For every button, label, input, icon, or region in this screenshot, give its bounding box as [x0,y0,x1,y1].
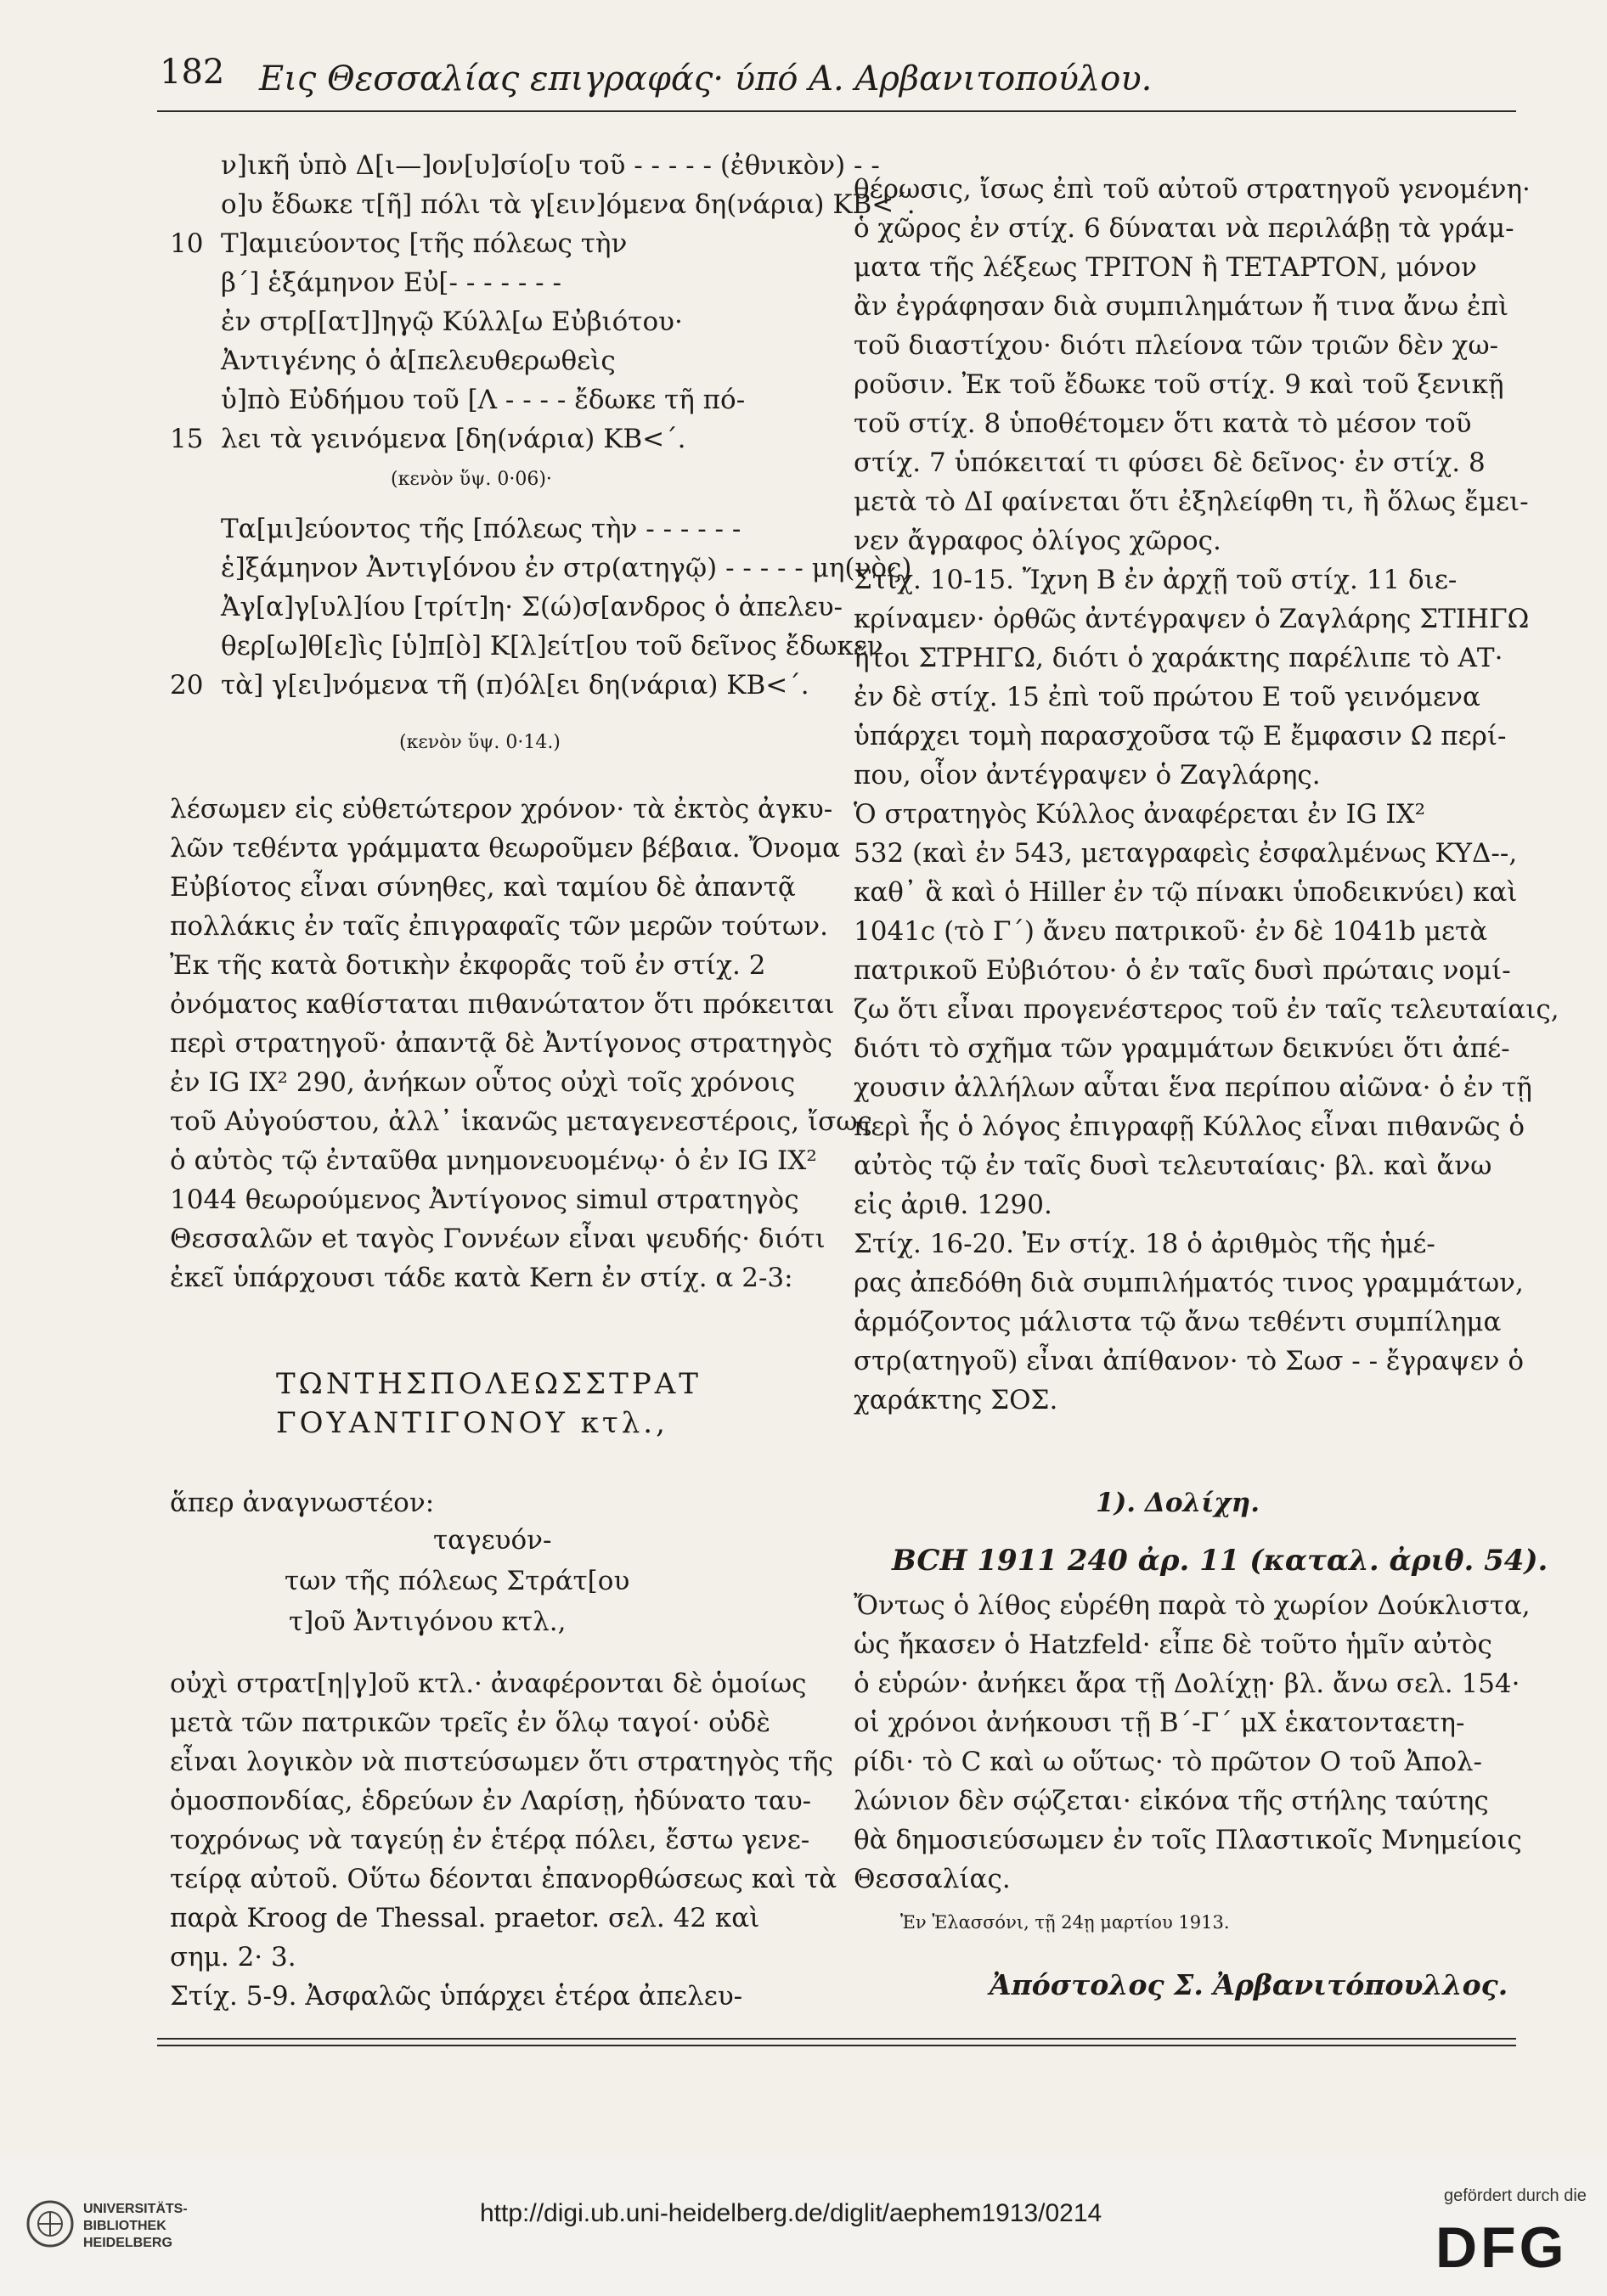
text-line: ὁ εὑρών· ἀνήκει ἄρα τῇ Δολίχῃ· βλ. ἄνω σελ. 154· [854,1669,1520,1699]
inscription-line [170,380,849,419]
text-line: ἁρμόζοντος μάλιστα τῷ ἄνω τεθέντι συμπίλημα [854,1307,1502,1337]
inscription-text: ὑ]πὸ Εὐδήμου τοῦ [Λ - - - - ἔδωκε τῆ πό- [221,385,746,415]
text-line: ἐκεῖ ὑπάρχουσι τάδε κατὰ Kern ἐν στίχ. α 2-3: [170,1263,793,1293]
text-line: ματα τῆς λέξεως ΤΡΙΤΟΝ ἢ ΤΕΤΑΡΤΟΝ, μόνον [854,252,1477,283]
inscription-line [170,224,849,263]
text-line: διότι τὸ σχῆμα τῶν γραμμάτων δεικνύει ὅτι ἀπέ- [854,1033,1510,1064]
text-line: που, οἷον ἀντέγραψεν ὁ Ζαγλάρης. [854,760,1321,791]
epigraphic-line-1: ΤΩΝΤΗΣΠΟΛΕΩΣΣΤΡΑΤ [276,1367,702,1401]
left-paragraph-1 [170,790,872,1297]
text-line: παρὰ Kroog de Thessal. praetor. σελ. 42 καὶ [170,1903,760,1933]
reading-line-3: τ]οῦ Ἀντιγόνου κτλ., [289,1607,567,1637]
bottom-rule-1 [157,2038,1516,2040]
inscription-line [170,549,912,588]
text-line: 1044 θεωρούμενος Ἀντίγονος simul στρατηγὸς [170,1185,799,1215]
inscription-line [170,146,880,185]
text-line: Ἐκ τῆς κατὰ δοτικὴν ἐκφορᾶς τοῦ ἐν στίχ. 2 [170,950,766,981]
right-paragraph-1 [854,170,1559,1420]
text-line: οὐχὶ στρατ[η|γ]οῦ κτλ.· ἀναφέρονται δὲ ὁμοίως [170,1669,807,1699]
text-line: πατρικοῦ Εὐβιότου· ὁ ἐν ταῖς δυσὶ πρώταις νομί- [854,955,1511,986]
text-line: οἱ χρόνοι ἀνήκουσι τῇ Β΄-Γ΄ μΧ ἑκατονταετη- [854,1708,1465,1738]
inscription-line [170,302,849,341]
inscription-text: λει τὰ γεινόμενα [δη(νάρια) ΚΒ<΄. [221,424,686,454]
text-line: ὁμοσπονδίας, ἑδρεύων ἐν Λαρίσῃ, ἠδύνατο ταυ- [170,1786,812,1816]
text-line: Ὁ στρατηγὸς Κύλλος ἀναφέρεται ἐν IG IX² [854,799,1426,830]
dfg-logo: DFG [1435,2215,1568,2280]
text-line: ὑπάρχει τομὴ παρασχοῦσα τῷ Ε ἔμφασιν Ω περί- [854,721,1507,751]
text-line: Στίχ. 5-9. Ἀσφαλῶς ὑπάρχει ἑτέρα ἀπελευ- [170,1981,743,2012]
inscription-line [170,341,849,380]
text-line: τοῦ διαστίχου· διότι πλείονα τῶν τριῶν δὲν χω- [854,330,1499,361]
reading-line-2: των τῆς πόλεως Στράτ[ου [285,1566,630,1596]
text-line: 532 (καὶ ἐν 543, μεταγραφεὶς ἐσφαλμένως ΚΥΔ--, [854,838,1518,869]
text-line: πολλάκις ἐν ταῖς ἐπιγραφαῖς τῶν μερῶν τούτων. [170,911,828,942]
text-line: Εὐβίοτος εἶναι σύνηθες, καὶ ταμίου δὲ ἀπαντᾷ [170,872,796,903]
inscription-line [170,627,883,666]
text-line: κρίναμεν· ὀρθῶς ἀντέγραψεν ὁ Ζαγλάρης ΣΤΙΗΓΩ [854,604,1530,634]
text-line: ροῦσιν. Ἐκ τοῦ ἔδωκε τοῦ στίχ. 9 καὶ τοῦ ξενικῇ [854,369,1504,400]
text-line: λέσωμεν εἰς εὐθετώτερον χρόνον· τὰ ἐκτὸς ἀγκυ- [170,794,833,824]
vacat-note-1: (κενὸν ὕψ. 0·06)· [391,469,552,490]
text-line: στρ(ατηγοῦ) εἶναι ἀπίθανον· τὸ Σωσ - - ἔγραψεν ὁ [854,1346,1524,1376]
inscription-text: β΄] ἑξάμηνον Εὐ[- - - - - - - [221,267,561,298]
inscription-line [170,666,849,705]
text-line: θὰ δημοσιεύσωμεν ἐν τοῖς Πλαστικοῖς Μνημείοις [854,1825,1522,1855]
text-line: χουσιν ἀλλήλων αὗται ἕνα περίπου αἰῶνα· ὁ ἐν τῇ [854,1072,1532,1103]
vacat-note-2: (κενὸν ὕψ. 0·14.) [399,732,561,753]
inscription-text: Ἀντιγένης ὁ ἀ[πελευθερωθεὶς [221,346,616,376]
inscription-text: τὰ] γ[ει]νόμενα τῆ (π)όλ[ει δη(νάρια) ΚΒ<΄. [221,670,809,701]
funded-by-label: gefördert durch die [1444,2186,1587,2205]
text-line: τείρᾳ αὐτοῦ. Οὕτω δέονται ἐπανορθώσεως καὶ τὰ [170,1864,837,1894]
reading-line-1: ταγευόν- [433,1525,552,1556]
author-signature: Ἀπόστολος Σ. Ἀρβανιτόπουλλος. [990,1968,1508,2001]
dateline: Ἐν Ἐλασσόνι, τῇ 24ῃ μαρτίου 1913. [900,1912,1230,1933]
text-line: Θεσσαλῶν et ταγὸς Γοννέων εἶναι ψευδής· διότι [170,1224,826,1254]
text-line: 1041c (τὸ Γ΄) ἄνευ πατρικοῦ· ἐν δὲ 1041b μετὰ [854,916,1488,947]
epigraphic-line-2: ΓΟΥΑΝΤΙΓΟΝΟΥ κτλ., [276,1406,668,1440]
inscription-text: Τα[μι]εύοντος τῆς [πόλεως τὴν - - - - - - [221,514,741,544]
text-line: θέρωσις, ἴσως ἐπὶ τοῦ αὐτοῦ στρατηγοῦ γενομένη· [854,174,1531,205]
text-line: Ὄντως ὁ λίθος εὑρέθη παρὰ τὸ χωρίον Δούκλιστα, [854,1590,1531,1621]
inscription-line [170,419,849,459]
text-line: ἐν δὲ στίχ. 15 ἐπὶ τοῦ πρώτου Ε τοῦ γεινόμενα [854,682,1480,712]
text-line: τοῦ στίχ. 8 ὑποθέτομεν ὅτι κατὰ τὸ μέσον τοῦ [854,408,1472,439]
text-line: καθ᾽ ἃ καὶ ὁ Hiller ἐν τῷ πίνακι ὑποδεικνύει) καὶ [854,877,1518,908]
text-line: ρας ἀπεδόθη διὰ συμπιλήματός τινος γραμμάτων, [854,1268,1524,1298]
line-number: 15 [170,424,204,454]
text-line: νεν ἄγραφος ὀλίγος χῶρος. [854,526,1221,556]
running-title: Εις Θεσσαλίας επιγραφάς· ύπό Α. Αρβανιτοπούλου. [259,59,1153,98]
text-line: Θεσσαλίας. [854,1864,1011,1894]
text-line: μετὰ τὸ ΔΙ φαίνεται ὅτι ἐξηλείφθη τι, ἢ ὅλως ἔμει- [854,487,1529,517]
left-paragraph-2 [170,1664,837,2016]
library-name: UNIVERSITÄTS- BIBLIOTHEK HEIDELBERG [83,2202,188,2250]
inscription-block-2 [170,509,912,705]
text-line: περὶ ἧς ὁ λόγος ἐπιγραφῇ Κύλλος εἶναι πιθανῶς ὁ [854,1111,1525,1142]
inscription-line [170,509,849,549]
text-line: ὁ χῶρος ἐν στίχ. 6 δύναται νὰ περιλάβῃ τὰ γράμ- [854,213,1514,244]
text-line: εἰς ἀριθ. 1290. [854,1190,1052,1220]
inscription-text: ν]ικῆ ὑπὸ Δ[ι—]ον[υ]σίο[υ τοῦ - - - - - (ἐθνικὸν) - - [221,150,880,181]
page-number: 182 [160,53,225,92]
text-line: ζω ὅτι εἶναι προγενέστερος τοῦ ἐν ταῖς τελευταίαις, [854,994,1559,1025]
source-url[interactable]: http://digi.ub.uni-heidelberg.de/diglit/aephem1913/0214 [480,2199,1102,2227]
text-line: ὀνόματος καθίσταται πιθανώτατον ὅτι πρόκειται [170,989,835,1020]
line-number: 20 [170,670,204,701]
text-line: Στίχ. 16-20. Ἐν στίχ. 18 ὁ ἀριθμὸς τῆς ἡμέ- [854,1229,1435,1259]
line-number: 10 [170,228,204,259]
reading-intro: ἅπερ ἀναγνωστέον: [170,1488,435,1518]
text-line: Στίχ. 10-15. Ἴχνη Β ἐν ἀρχῇ τοῦ στίχ. 11 διε- [854,565,1458,595]
text-line: λῶν τεθέντα γράμματα θεωροῦμεν βέβαια. Ὄνομα [170,833,841,864]
inscription-text: θερ[ω]θ[ε]ὶς [ὑ]π[ὸ] Κ[λ]είτ[ου τοῦ δεῖνος ἔδωκεν [221,631,883,661]
inscription-text: Ἀγ[α]γ[υλ]ίου [τρίτ]η· Σ(ώ)σ[ανδρος ὁ ἀπελευ- [221,592,843,622]
text-line: ἐν IG IX² 290, ἀνήκων οὗτος οὐχὶ τοῖς χρόνοις [170,1067,796,1098]
text-line: αὐτὸς τῷ ἐν ταῖς δυσὶ τελευταίαις· βλ. καὶ ἄνω [854,1151,1492,1181]
text-line: ρίδι· τὸ C καὶ ω οὕτως· τὸ πρῶτον Ο τοῦ Ἀπολ- [854,1747,1482,1777]
text-line: περὶ στρατηγοῦ· ἀπαντᾷ δὲ Ἀντίγονος στρατηγὸς [170,1028,832,1059]
inscription-line [170,588,849,627]
text-line: σημ. 2· 3. [170,1942,296,1972]
text-line: εἶναι λογικὸν νὰ πιστεύσωμεν ὅτι στρατηγὸς τῆς [170,1747,833,1777]
right-paragraph-2 [854,1586,1531,1899]
text-line: ἤτοι ΣΤΡΗΓΩ, διότι ὁ χαράκτης παρέλιπε τὸ ΑΤ· [854,643,1503,673]
inscription-text: ἐν στρ[[ατ]]ηγῷ Κύλλ[ω Εὐβιότου· [221,307,683,337]
text-line: χαράκτης ΣΟΣ. [854,1385,1058,1415]
bch-reference: BCH 1911 240 ἀρ. 11 (καταλ. ἀριθ. 54). [892,1544,1548,1578]
inscription-line [170,185,916,224]
bottom-rule-2 [157,2045,1516,2046]
text-line: ἂν ἐγράφησαν διὰ συμπιλημάτων ἤ τινα ἄνω ἐπὶ [854,291,1509,322]
inscription-text: Τ]αμιεύοντος [τῆς πόλεως τὴν [221,228,628,259]
header-rule [157,110,1516,112]
inscription-text: ο]υ ἔδωκε τ[ῆ] πόλι τὰ γ[ειν]όμενα δη(νάρια) ΚΒ<΄. [221,189,916,220]
text-line: μετὰ τῶν πατρικῶν τρεῖς ἐν ὅλῳ ταγοί· οὐδὲ [170,1708,770,1738]
inscription-block [170,146,916,459]
text-line: τοῦ Αὐγούστου, ἀλλ᾽ ἱκανῶς μεταγενεστέροις, ἴσως [170,1106,872,1137]
text-line: λώνιον δὲν σῴζεται· εἰκόνα τῆς στήλης ταύτης [854,1786,1489,1816]
text-line: τοχρόνως νὰ ταγεύῃ ἐν ἑτέρᾳ πόλει, ἔστω γενε- [170,1825,810,1855]
university-seal-icon [25,2199,75,2248]
text-line: ὡς ἤκασεν ὁ Hatzfeld· εἶπε δὲ τοῦτο ἡμῖν αὐτὸς [854,1629,1492,1660]
text-line: στίχ. 7 ὑπόκειταί τι φύσει δὲ δεῖνος· ἐν στίχ. 8 [854,447,1486,478]
inscription-text: ἑ]ξάμηνον Ἀντιγ[όνου ἐν στρ(ατηγῷ) - - - - - μη(νὸς) [221,553,912,583]
inscription-line [170,263,849,302]
section-heading: 1). Δολίχη. [1096,1488,1260,1518]
text-line: ὁ αὐτὸς τῷ ἐνταῦθα μνημονευομένῳ· ὁ ἐν IG IX² [170,1145,817,1176]
